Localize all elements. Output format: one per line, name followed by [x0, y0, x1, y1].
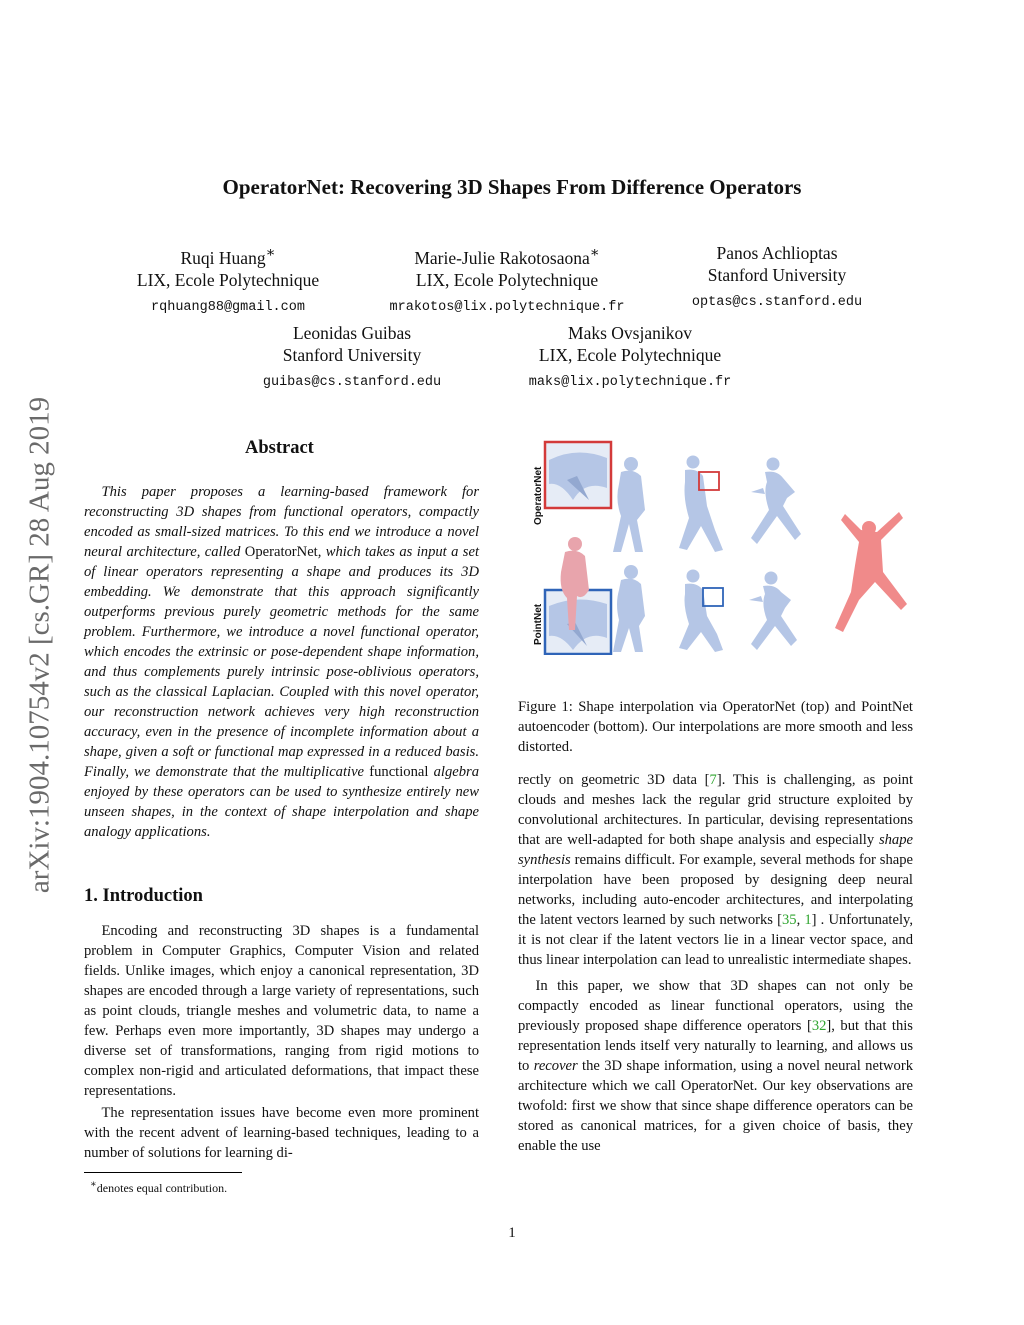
arxiv-identifier: arXiv:1904.10754v2 [cs.GR] 28 Aug 2019	[23, 396, 56, 894]
target-shape	[835, 512, 907, 632]
author-block	[128, 242, 328, 319]
author-affiliation: LIX, Ecole Polytechnique	[415, 269, 599, 290]
footnote-rule	[84, 1172, 242, 1173]
citation-link[interactable]: 7	[709, 772, 717, 788]
paragraph: The representation issues have become even more prominent with the recent advent of learning-based techniques, leading to a number of solutions for learning di-	[84, 1105, 479, 1161]
arxiv-sidebar	[20, 345, 60, 945]
author-name: Leonidas Guibas	[292, 323, 412, 343]
author-block	[515, 322, 745, 394]
paragraph: Encoding and reconstructing 3D shapes is a fundamental problem in Computer Graphics, Computer Vision and related fields. Unlike images, which enjoy a canonical representation, 3D shapes are encoded through a large variety of representations, such as point clouds, triangle meshes and volumetric data, to name a few. Perhaps even more importantly, 3D shapes may undergo a diverse set of transformations, ranging from rigid motions to complex non-rigid and articulated deformations, that impact these representations.	[84, 923, 479, 1099]
body-text: ]. This is challenging, as point clouds and meshes lack the regular grid structure exploited by convolutional architectures. In particular, devising representations that are well-adapted for both shape analysis and especially	[518, 772, 913, 848]
author-email: guibas@cs.stanford.edu	[262, 375, 442, 390]
section-heading-introduction: 1. Introduction	[84, 886, 203, 906]
figure-illustration	[515, 440, 915, 655]
figure-label-pointnet: PointNet	[533, 603, 544, 645]
author-email: mrakotos@lix.polytechnique.fr	[389, 299, 625, 315]
abstract-text: , which takes as input a set of linear operators representing a shape and produces its 3D embedding. We demonstrate that this approach significantly outperforms previous purely geometric methods for the same problem. Furthermore, we introduce a novel functional operator, which encodes the extrinsic or pose-dependent shape information, and thus complements purely intrinsic pose-oblivious operators, such as the classical Laplacian. Coupled with this novel operator, our reconstruction network achieves very high reconstruction accuracy, even in the presence of incomplete information about a shape, given a soft or functional map expressed in a reduced basis. Finally, we demonstrate that the multiplicative	[84, 544, 479, 780]
author-email: optas@cs.stanford.edu	[691, 295, 863, 310]
right-column-body	[518, 770, 913, 1156]
figure-caption: Figure 1: Shape interpolation via OperatorNet (top) and PointNet autoencoder (bottom). Our interpolations are more smooth and less distorted.	[518, 699, 913, 755]
paper-title: OperatorNet: Recovering 3D Shapes From Difference Operators	[222, 175, 802, 199]
body-text: ], but that this representation lends itself very naturally to learning, and allows us to	[518, 1018, 913, 1074]
author-affiliation: LIX, Ecole Polytechnique	[136, 269, 320, 290]
author-name: Ruqi Huang	[180, 247, 266, 268]
page-number: 1	[508, 1225, 516, 1241]
author-email: rqhuang88@gmail.com	[151, 299, 305, 315]
author-block	[367, 242, 647, 319]
equal-contribution-mark: ∗	[589, 245, 600, 261]
abstract-text: OperatorNet	[244, 544, 318, 560]
footnote-text: denotes equal contribution.	[96, 1181, 228, 1195]
inset-closeup-operatornet	[545, 442, 611, 508]
body-text: the 3D shape information, using a novel neural network architecture which we call OperatorNet. Our key observations are twofold: first we show that since shape difference operators can be stored as canonical matrices, for a given choice of basis, they enable the use	[518, 1058, 913, 1154]
body-text: rectly on geometric 3D data [	[518, 772, 710, 788]
figure-1-shape-interpolation	[515, 440, 915, 655]
emphasis-text: shape synthesis	[518, 832, 913, 868]
emphasis-text: recover	[533, 1058, 578, 1074]
inset-closeup-pointnet	[545, 590, 611, 654]
equal-contribution-mark: ∗	[265, 245, 276, 261]
citation-link[interactable]: 1	[804, 912, 812, 928]
body-text: In this paper, we show that 3D shapes can not only be compactly encoded as linear functional operators, using the previously proposed shape difference operators [	[518, 978, 913, 1034]
paragraph	[518, 976, 913, 1156]
author-affiliation: LIX, Ecole Polytechnique	[538, 345, 722, 365]
abstract-text: functional	[369, 764, 429, 780]
author-name: Maks Ovsjanikov	[568, 323, 692, 343]
author-affiliation: Stanford University	[707, 265, 847, 285]
paragraph	[518, 770, 913, 970]
author-name: Panos Achlioptas	[716, 243, 838, 263]
author-affiliation: Stanford University	[282, 345, 422, 365]
citation-link[interactable]: 35	[781, 912, 797, 928]
abstract-text: This paper proposes a learning-based framework for reconstructing 3D shapes from functional operators, compactly encoded as small-sized matrices. To this end we introduce a novel neural architecture, called	[84, 484, 479, 560]
abstract-body	[84, 482, 479, 842]
author-email: maks@lix.polytechnique.fr	[528, 375, 732, 390]
citation-link[interactable]: 32	[811, 1018, 827, 1034]
author-block	[252, 322, 452, 394]
footnote	[90, 1179, 227, 1196]
body-text: remains difficult. For example, several methods for shape interpolation have been proposed by designing deep neural networks, including auto-encoder architectures, and interpolating the latent vectors learned by such networks [	[518, 852, 913, 928]
interpolation-shapes-pointnet	[613, 565, 797, 652]
body-text: ] . Unfortunately, it is not clear if the latent vectors lie in a linear vector space, and thus linear interpolation can lead to unrealistic intermediate shapes.	[518, 912, 914, 968]
figure-label-operatornet: OperatorNet	[533, 466, 544, 525]
body-text: ,	[796, 912, 805, 928]
author-name: Marie-Julie Rakotosaona	[414, 247, 590, 268]
interpolation-shapes-operatornet	[613, 456, 801, 553]
author-block	[677, 242, 877, 314]
introduction-body	[84, 921, 479, 1163]
footnote-mark: ∗	[90, 1179, 97, 1190]
abstract-text: algebra enjoyed by these operators can be used to synthesize entirely new unseen shapes, in the context of shape interpolation and shape analogy applications.	[84, 764, 479, 840]
abstract-heading: Abstract	[245, 438, 314, 458]
